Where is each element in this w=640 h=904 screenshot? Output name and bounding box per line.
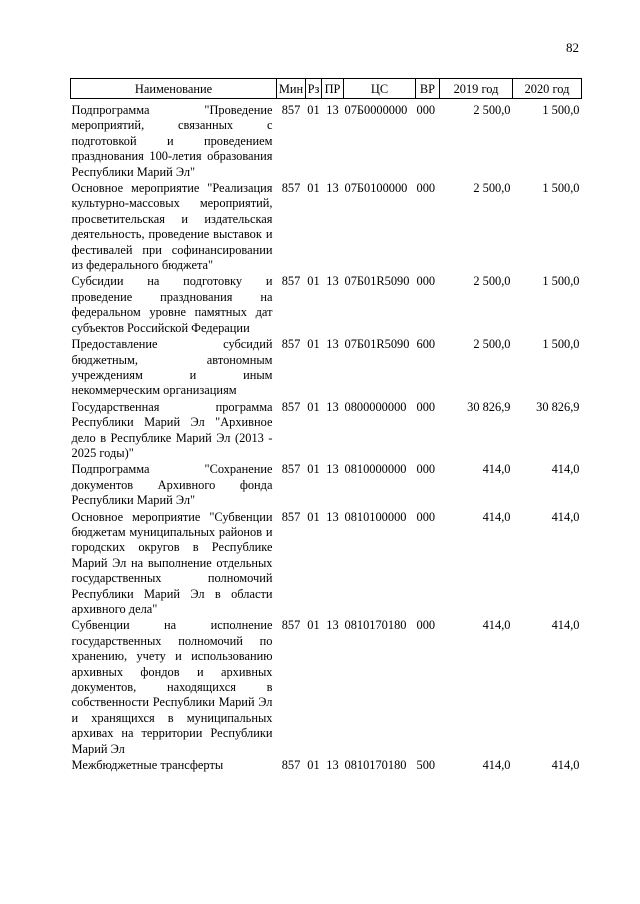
cell-cs: 0810000000 — [344, 462, 407, 477]
cell-min: 857 — [281, 758, 301, 773]
cell-name: Основное мероприятие "Реализация культурно-массовых мероприятий, просветительская и издательская деятельность, проведение выставок и фестивалей при софинансировании из федерального бюджета" — [71, 181, 273, 273]
cell-rz: 01 — [307, 618, 320, 633]
cell-y2020: 1 500,0 — [542, 337, 580, 352]
cell-pr: 13 — [326, 274, 339, 289]
cell-cs: 0810100000 — [344, 509, 407, 524]
cell-min: 857 — [281, 618, 301, 633]
cell-min: 857 — [281, 181, 301, 196]
cell-y2020: 1 500,0 — [542, 274, 580, 289]
cell-cs: 07Б0100000 — [344, 181, 408, 196]
cell-min: 857 — [281, 462, 301, 477]
cell-pr: 13 — [326, 758, 339, 773]
table-row — [71, 758, 582, 774]
cell-name: Межбюджетные трансферты — [71, 758, 224, 773]
cell-y2019: 414,0 — [482, 462, 511, 477]
cell-pr: 13 — [326, 462, 339, 477]
header-2020: 2020 год — [513, 79, 582, 99]
table-header-row — [71, 79, 582, 99]
cell-cs: 0810170180 — [344, 618, 407, 633]
cell-y2020: 414,0 — [551, 509, 580, 524]
cell-pr: 13 — [326, 181, 339, 196]
cell-cs: 07Б0000000 — [344, 103, 408, 117]
cell-rz: 01 — [307, 509, 320, 524]
cell-y2019: 2 500,0 — [473, 337, 511, 352]
cell-y2019: 2 500,0 — [473, 103, 511, 117]
table-row — [71, 274, 582, 337]
cell-y2019: 414,0 — [482, 618, 511, 633]
cell-name: Предоставление субсидий бюджетным, автономным учреждениям и иным некоммерческим организациям — [71, 337, 273, 398]
cell-y2019: 2 500,0 — [473, 181, 511, 196]
cell-min: 857 — [281, 103, 301, 117]
cell-cs: 07Б01R5090 — [344, 274, 410, 289]
cell-rz: 01 — [307, 399, 320, 414]
header-rz: Рз — [306, 79, 322, 99]
cell-pr: 13 — [326, 337, 339, 352]
cell-pr: 13 — [326, 509, 339, 524]
cell-rz: 01 — [307, 758, 320, 773]
cell-name: Субвенции на исполнение государственных полномочий по хранению, учету и использованию архивных фондов и архивных документов, находящихся в собственности Республики Марий Эл и хранящихся в муниципальных архивах на территории Республики Марий Эл — [71, 618, 273, 756]
cell-y2020: 30 826,9 — [536, 399, 580, 414]
cell-rz: 01 — [307, 103, 320, 117]
cell-min: 857 — [281, 399, 301, 414]
budget-table — [70, 78, 582, 774]
table-row — [71, 99, 582, 182]
cell-name: Субсидии на подготовку и проведение празднования на федеральном уровне памятных дат субъектов Российской Федерации — [71, 274, 273, 335]
cell-y2020: 414,0 — [551, 462, 580, 477]
table-row — [71, 337, 582, 400]
cell-vr: 500 — [416, 758, 436, 773]
table-row — [71, 462, 582, 509]
header-cs: ЦС — [344, 79, 416, 99]
cell-cs: 0810170180 — [344, 758, 407, 773]
cell-min: 857 — [281, 274, 301, 289]
cell-pr: 13 — [326, 399, 339, 414]
header-name: Наименование — [71, 79, 277, 99]
table-row — [71, 510, 582, 619]
cell-cs: 0800000000 — [344, 399, 407, 414]
table-row — [71, 181, 582, 274]
cell-vr: 000 — [416, 462, 436, 477]
cell-rz: 01 — [307, 462, 320, 477]
cell-y2019: 30 826,9 — [467, 399, 511, 414]
cell-vr: 000 — [416, 618, 436, 633]
header-2019: 2019 год — [440, 79, 513, 99]
cell-name: Основное мероприятие "Субвенции бюджетам муниципальных районов и городских округов в Республике Марий Эл на выполнение отдельных государственных полномочий Республики Марий Эл в области архивного дела" — [71, 509, 273, 616]
cell-rz: 01 — [307, 181, 320, 196]
cell-rz: 01 — [307, 274, 320, 289]
cell-vr: 000 — [416, 399, 436, 414]
cell-y2020: 1 500,0 — [542, 103, 580, 117]
cell-name: Подпрограмма "Сохранение документов Архивного фонда Республики Марий Эл" — [71, 462, 273, 508]
cell-min: 857 — [281, 337, 301, 352]
cell-y2020: 414,0 — [551, 758, 580, 773]
table-row — [71, 618, 582, 758]
cell-vr: 000 — [416, 274, 436, 289]
cell-pr: 13 — [326, 618, 339, 633]
cell-vr: 000 — [416, 103, 436, 117]
cell-y2019: 414,0 — [482, 509, 511, 524]
cell-y2019: 414,0 — [482, 758, 511, 773]
cell-vr: 600 — [416, 337, 436, 352]
cell-min: 857 — [281, 509, 301, 524]
cell-rz: 01 — [307, 337, 320, 352]
cell-y2020: 1 500,0 — [542, 181, 580, 196]
table-row — [71, 400, 582, 463]
cell-name: Государственная программа Республики Марий Эл "Архивное дело в Республике Марий Эл (2013 - 2025 годы)" — [71, 399, 273, 460]
cell-vr: 000 — [416, 181, 436, 196]
cell-pr: 13 — [326, 103, 339, 117]
page-number: 82 — [566, 40, 579, 55]
cell-name: Подпрограмма "Проведение мероприятий, связанных с подготовкой и проведением празднования 100-летия образования Республики Марий Эл" — [71, 103, 273, 179]
cell-vr: 000 — [416, 509, 436, 524]
cell-cs: 07Б01R5090 — [344, 337, 410, 352]
header-pr: ПР — [322, 79, 344, 99]
cell-y2019: 2 500,0 — [473, 274, 511, 289]
header-vr: ВР — [416, 79, 440, 99]
header-min: Мин — [277, 79, 306, 99]
cell-y2020: 414,0 — [551, 618, 580, 633]
